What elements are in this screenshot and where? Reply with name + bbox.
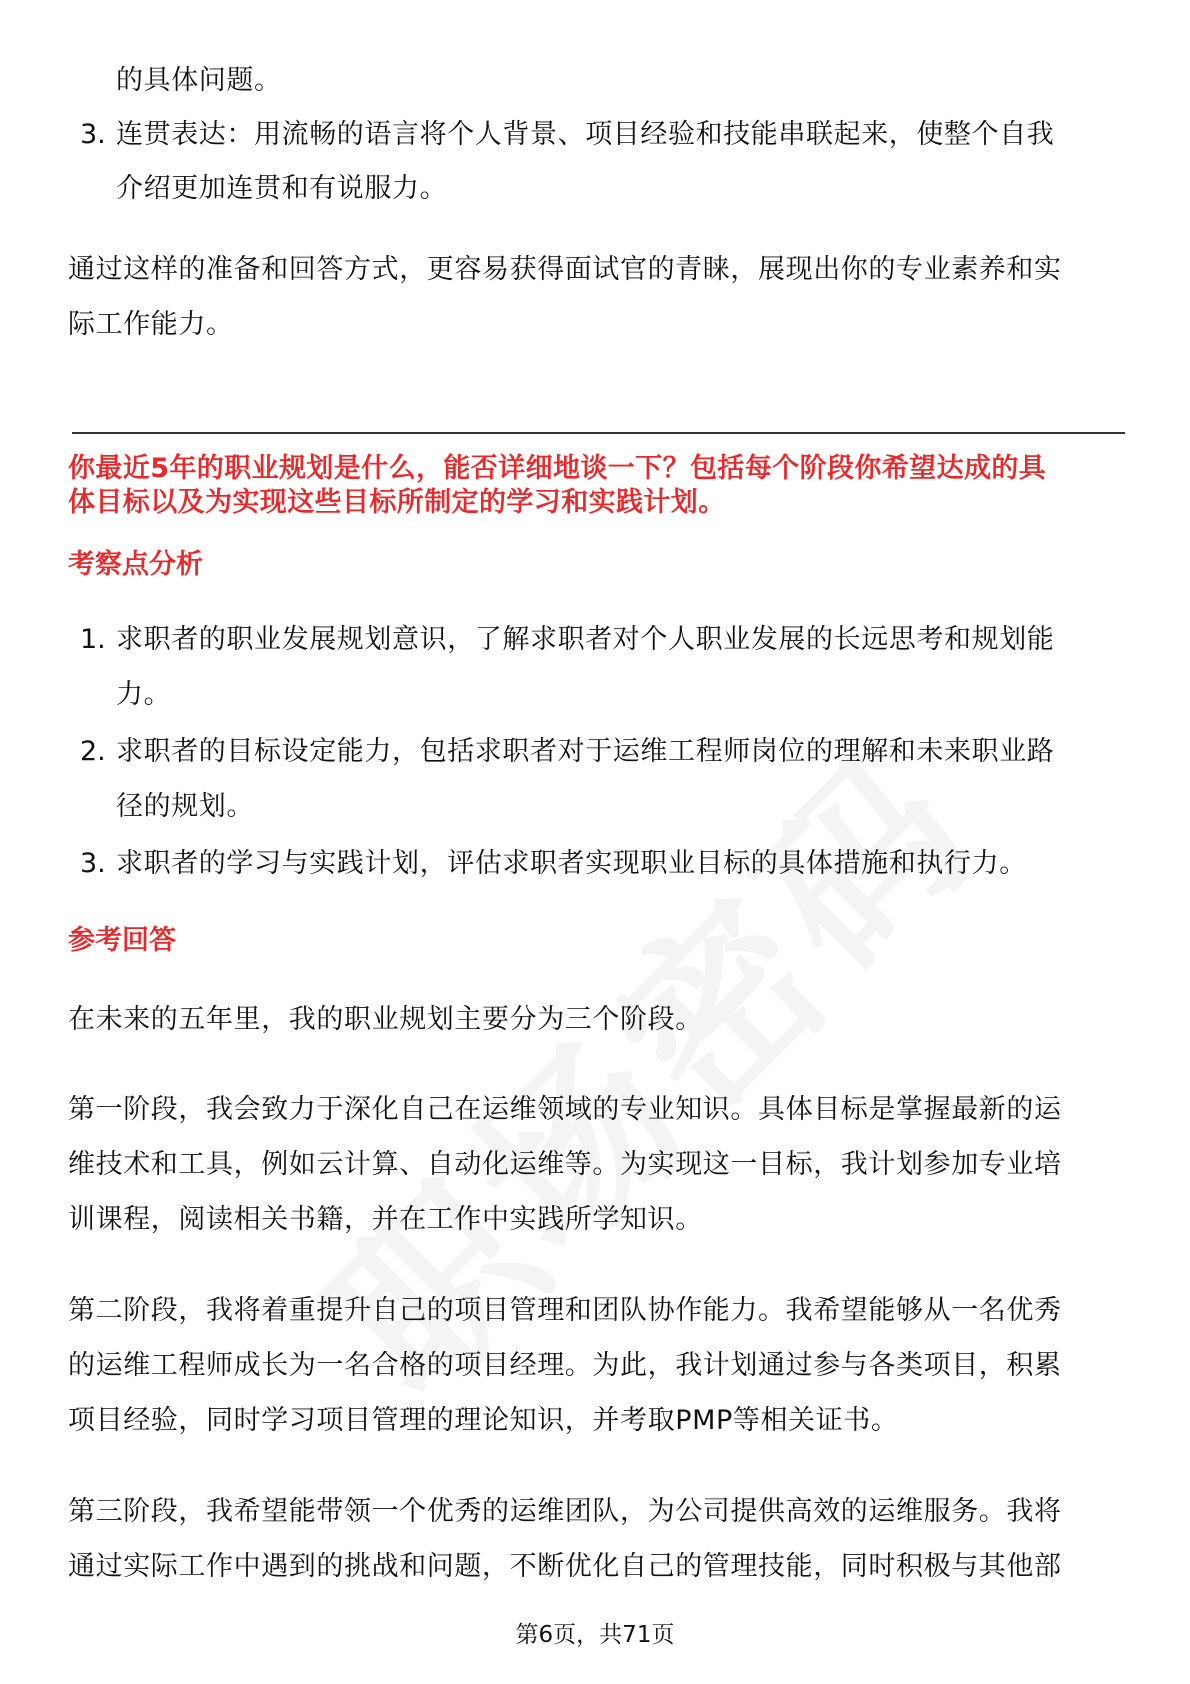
paragraph-line: 第三阶段，我希望能带领一个优秀的运维团队，为公司提供高效的运维服务。我将 <box>68 1496 1062 1527</box>
list-item-text: 介绍更加连贯和有说服力。 <box>116 173 448 204</box>
paragraph-line: 第二阶段，我将着重提升自己的项目管理和团队协作能力。我希望能够从一名优秀 <box>68 1295 1062 1326</box>
list-item-continuation: 的具体问题。 <box>116 65 282 96</box>
list-item-text: 求职者的目标设定能力，包括求职者对于运维工程师岗位的理解和未来职业路 <box>116 736 1055 767</box>
list-number: 3. <box>80 848 106 879</box>
paragraph-line: 通过这样的准备和回答方式，更容易获得面试官的青睐，展现出你的专业素养和实 <box>68 254 1062 285</box>
paragraph-line: 第一阶段，我会致力于深化自己在运维领域的专业知识。具体目标是掌握最新的运 <box>68 1094 1062 1125</box>
section-heading-analysis: 考察点分析 <box>68 549 203 580</box>
paragraph-line: 项目经验，同时学习项目管理的理论知识，并考取PMP等相关证书。 <box>68 1405 899 1436</box>
list-item-text: 求职者的学习与实践计划，评估求职者实现职业目标的具体措施和执行力。 <box>116 848 1027 879</box>
list-number: 2. <box>80 736 106 767</box>
paragraph-line: 在未来的五年里，我的职业规划主要分为三个阶段。 <box>68 1004 703 1035</box>
question-title: 你最近5年的职业规划是什么，能否详细地谈一下？包括每个阶段你希望达成的具 <box>68 453 1047 484</box>
page-number: 第6页，共71页 <box>515 1622 675 1648</box>
paragraph-line: 维技术和工具，例如云计算、自动化运维等。为实现这一目标，我计划参加专业培 <box>68 1149 1062 1180</box>
list-item-text: 径的规划。 <box>116 791 254 822</box>
list-item-text: 求职者的职业发展规划意识，了解求职者对个人职业发展的长远思考和规划能 <box>116 624 1055 655</box>
paragraph-line: 际工作能力。 <box>68 309 234 340</box>
paragraph-line: 的运维工程师成长为一名合格的项目经理。为此，我计划通过参与各类项目，积累 <box>68 1350 1062 1381</box>
section-divider <box>72 432 1125 434</box>
paragraph-line: 训课程，阅读相关书籍，并在工作中实践所学知识。 <box>68 1204 703 1235</box>
section-heading-answer: 参考回答 <box>68 925 176 956</box>
paragraph-line: 通过实际工作中遇到的挑战和问题，不断优化自己的管理技能，同时积极与其他部 <box>68 1551 1062 1582</box>
list-item-text: 连贯表达：用流畅的语言将个人背景、项目经验和技能串联起来，使整个自我 <box>116 119 1055 150</box>
list-item-text: 力。 <box>116 679 172 710</box>
question-title: 体目标以及为实现这些目标所制定的学习和实践计划。 <box>68 487 726 518</box>
list-number: 3. <box>80 119 106 150</box>
list-number: 1. <box>80 624 106 655</box>
